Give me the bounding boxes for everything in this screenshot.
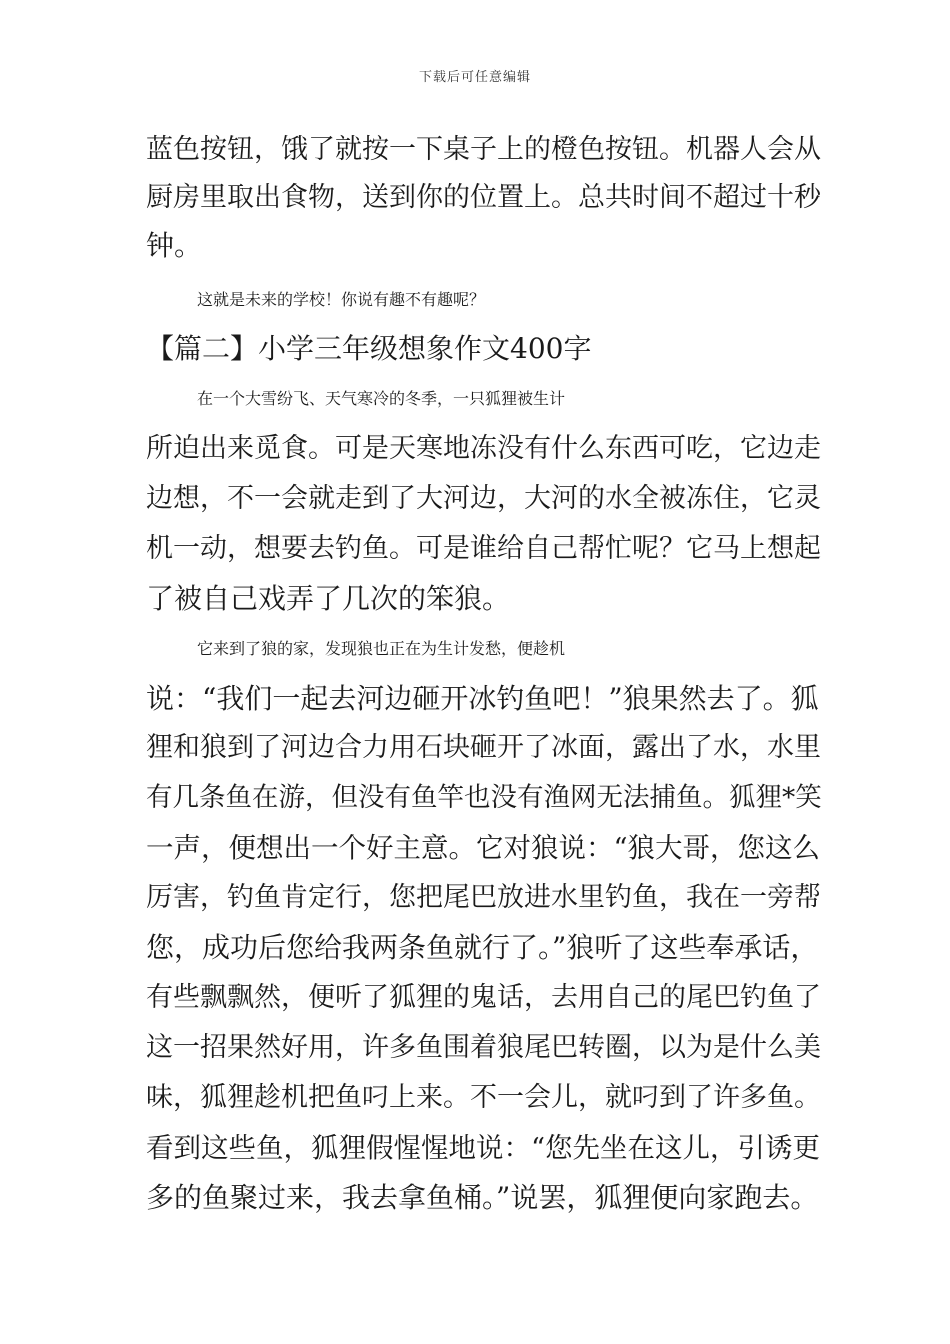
text-line: 所迫出来觅食。可是天寒地冻没有什么东西可吃，它边走: [146, 433, 821, 464]
text-line: 在一个大雪纷飞、天气寒冷的冬季，一只狐狸被生计: [197, 389, 566, 408]
text-line: 狸和狼到了河边合力用石块砸开了冰面，露出了水，水里: [146, 732, 821, 763]
text-line: 说：“我们一起去河边砸开冰钓鱼吧！”狼果然去了。狐: [146, 682, 819, 715]
text-line: 厉害，钓鱼肯定行，您把尾巴放进水里钓鱼，我在一旁帮: [146, 882, 821, 913]
page-header: 下载后可任意编辑: [418, 70, 531, 85]
text-line: 钟。: [146, 229, 203, 262]
text-line: 了被自己戏弄了几次的笨狼。: [146, 582, 511, 615]
text-line: 这一招果然好用，许多鱼围着狼尾巴转圈，以为是什么美: [146, 1032, 821, 1063]
text-line: 这就是未来的学校！你说有趣不有趣呢？: [197, 290, 486, 309]
text-line: 您，成功后您给我两条鱼就行了。”狼听了这些奉承话，: [146, 931, 819, 964]
text-line: 多的鱼聚过来，我去拿鱼桶。”说罢，狐狸便向家跑去。: [146, 1181, 819, 1214]
text-line: 机一动，想要去钓鱼。可是谁给自己帮忙呢？它马上想起: [146, 533, 821, 564]
text-line: 有些飘飘然，便听了狐狸的鬼话，去用自己的尾巴钓鱼了: [146, 982, 821, 1013]
text-line: 一声，便想出一个好主意。它对狼说：“狼大哥，您这么: [146, 832, 821, 864]
text-line: 它来到了狼的家，发现狼也正在为生计发愁，便趁机: [197, 639, 566, 658]
text-line: 蓝色按钮，饿了就按一下桌子上的橙色按钮。机器人会从: [146, 134, 821, 165]
text-line: 边想，不一会就走到了大河边，大河的水全被冻住，它灵: [146, 483, 821, 514]
text-line: 味，狐狸趁机把鱼叼上来。不一会儿，就叼到了许多鱼。: [146, 1082, 821, 1113]
text-line: 厨房里取出食物，送到你的位置上。总共时间不超过十秒: [146, 182, 821, 213]
section-heading: 【篇二】小学三年级想象作文400字: [146, 332, 592, 365]
text-line: 看到这些鱼，狐狸假惺惺地说：“您先坐在这儿，引诱更: [146, 1132, 821, 1164]
text-line: 有几条鱼在游，但没有鱼竿也没有渔网无法捕鱼。狐狸*笑: [146, 782, 822, 813]
